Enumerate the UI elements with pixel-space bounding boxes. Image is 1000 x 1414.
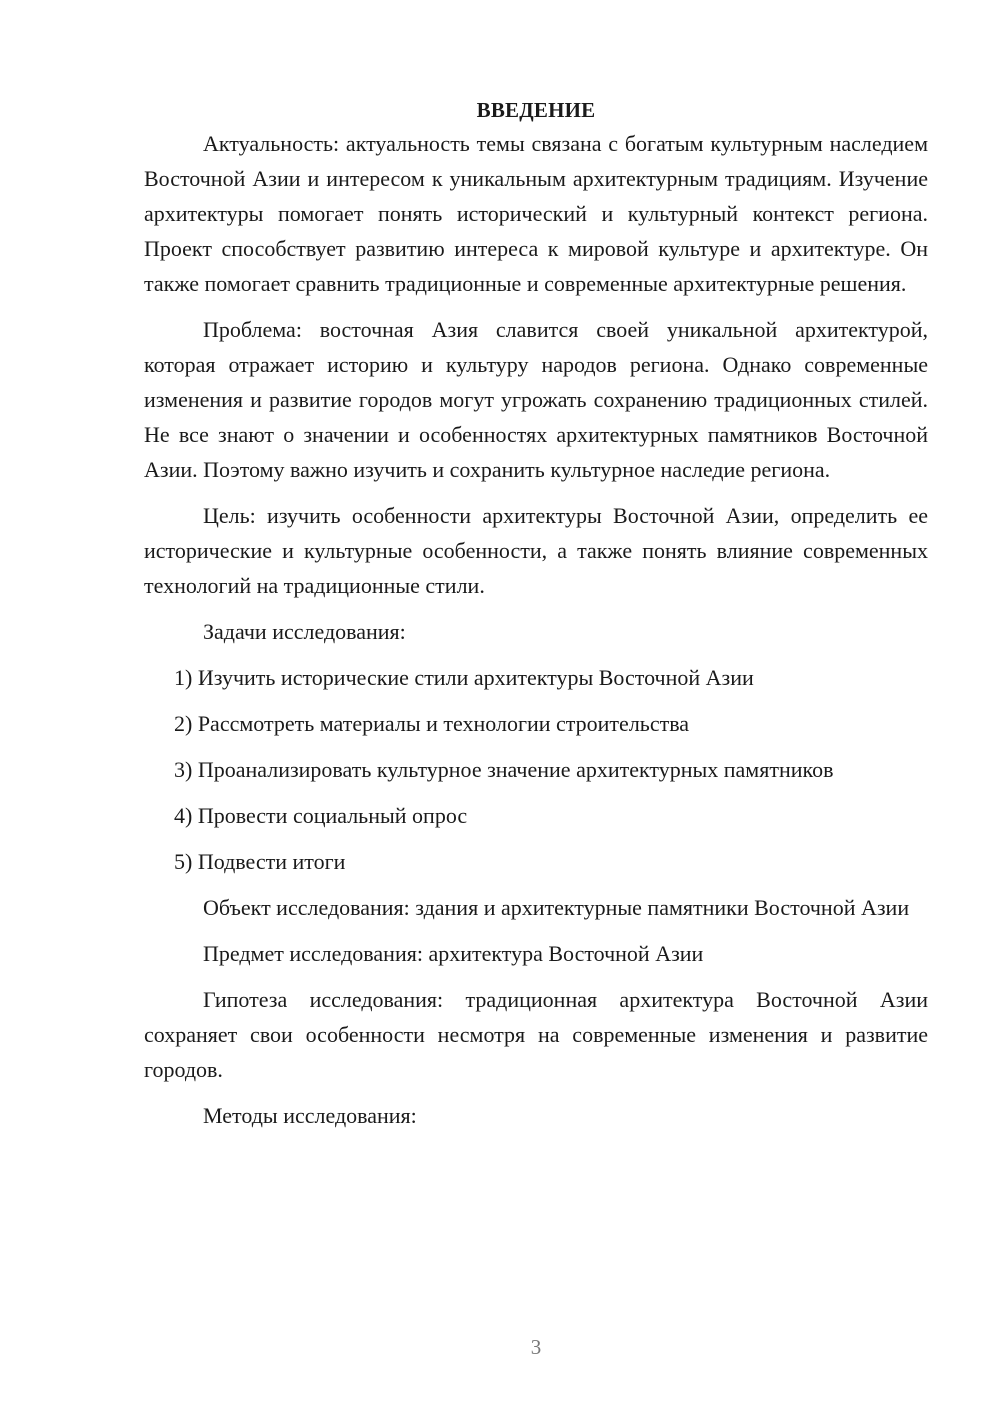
page-content bbox=[144, 94, 928, 1133]
task-item-4: 4) Провести социальный опрос bbox=[174, 803, 468, 828]
problem-paragraph: Проблема: восточная Азия славится своей уникальной архитектурой, которая отражает историю и культуру народов региона. Однако современные изменения и развитие городов могут угрожать сохранению традиционных стилей. Не все знают о значении и особенностях архитектурных памятников Восточной Азии. Поэтому важно изучить и сохранить культурное наследие региона. bbox=[144, 317, 928, 482]
object-paragraph: Объект исследования: здания и архитектурные памятники Восточной Азии bbox=[203, 895, 910, 920]
task-item-5: 5) Подвести итоги bbox=[174, 849, 346, 874]
tasks-heading: Задачи исследования: bbox=[203, 619, 406, 644]
hypothesis-paragraph: Гипотеза исследования: традиционная архитектура Восточной Азии сохраняет свои особенности несмотря на современные изменения и развитие городов. bbox=[144, 987, 928, 1082]
methods-heading: Методы исследования: bbox=[203, 1103, 417, 1128]
page-number: 3 bbox=[530, 1335, 542, 1359]
relevance-paragraph: Актуальность: актуальность темы связана с богатым культурным наследием Восточной Азии и интересом к уникальным архитектурным традициям. Изучение архитектуры помогает понять исторический и культурный контекст региона. Проект способствует развитию интереса к мировой культуре и архитектуре. Он также помогает сравнить традиционные и современные архитектурные решения. bbox=[144, 131, 928, 296]
section-title: ВВЕДЕНИЕ bbox=[476, 98, 596, 122]
subject-paragraph: Предмет исследования: архитектура Восточной Азии bbox=[203, 941, 704, 966]
task-item-3: 3) Проанализировать культурное значение архитектурных памятников bbox=[174, 757, 834, 782]
task-item-2: 2) Рассмотреть материалы и технологии строительства bbox=[174, 711, 690, 736]
task-item-1: 1) Изучить исторические стили архитектуры Восточной Азии bbox=[174, 665, 754, 690]
goal-paragraph: Цель: изучить особенности архитектуры Восточной Азии, определить ее исторические и культурные особенности, а также понять влияние современных технологий на традиционные стили. bbox=[144, 503, 928, 598]
